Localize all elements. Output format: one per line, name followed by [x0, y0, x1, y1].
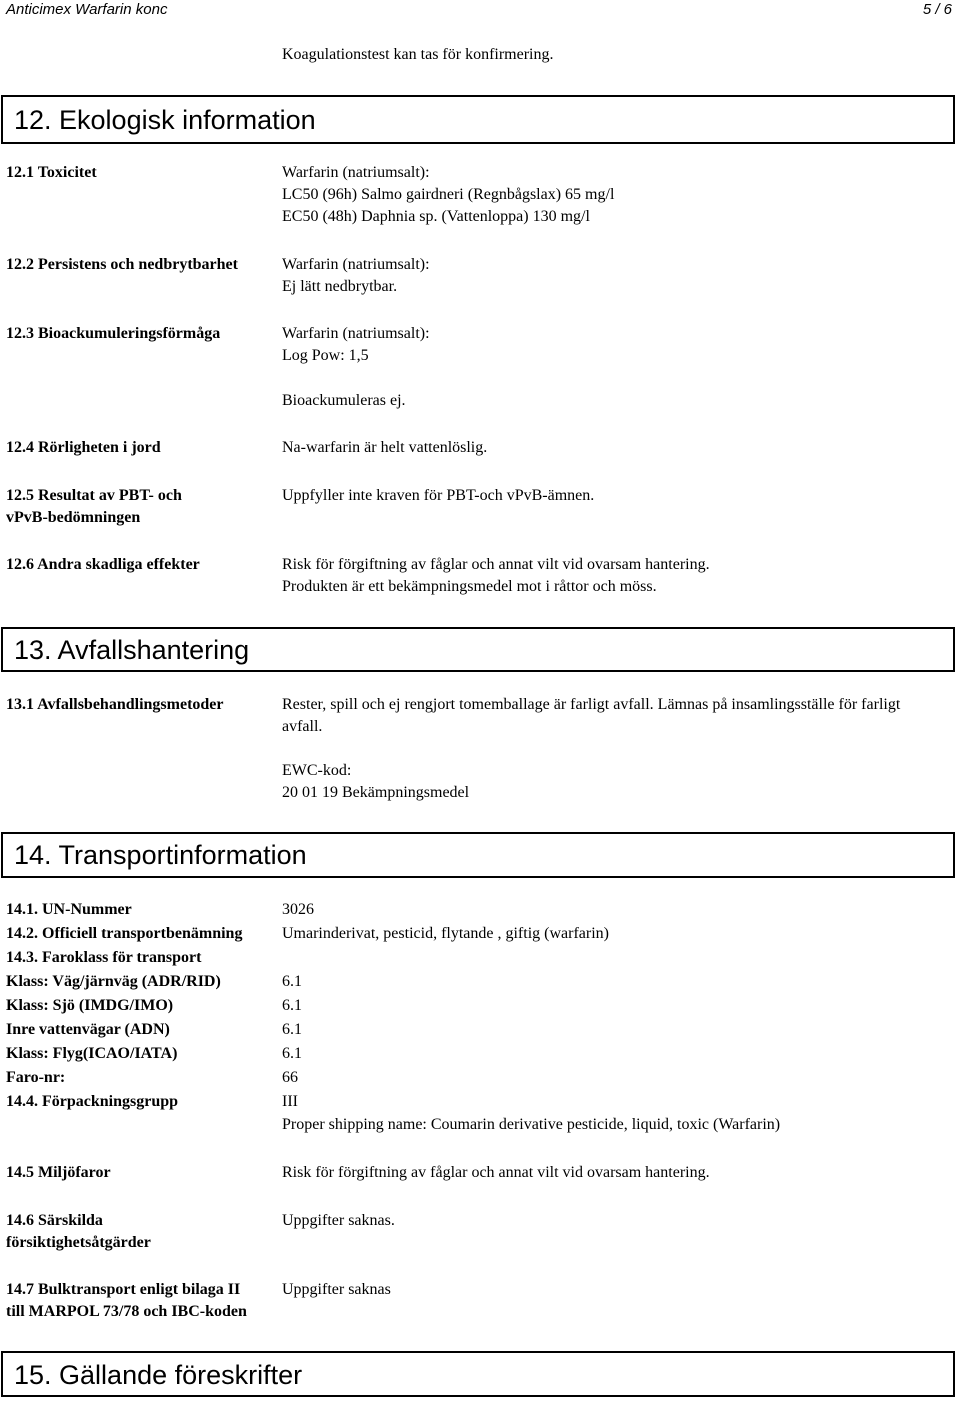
transport-name-value: Umarinderivat, pesticid, flytande , giftig (warfarin) — [282, 925, 609, 942]
air-class-label: Klass: Flyg(ICAO/IATA) — [6, 1045, 178, 1062]
hazard-number-label: Faro-nr: — [6, 1069, 66, 1086]
row-13-1-line3: EWC-kod: — [282, 762, 352, 779]
row-12-2-line2: Ej lätt nedbrytbar. — [282, 278, 398, 295]
row-12-3-line3: Bioackumuleras ej. — [282, 392, 406, 409]
sea-class-value: 6.1 — [282, 997, 302, 1014]
section-15-title: 15. Gällande föreskrifter — [14, 1360, 303, 1390]
row-12-1-line3: EC50 (48h) Daphnia sp. (Vattenloppa) 130 mg/l — [282, 208, 590, 225]
row-12-6-line1: Risk för förgiftning av fåglar och annat vilt vid ovarsam hantering. — [282, 556, 710, 573]
un-number-label: 14.1. UN-Nummer — [6, 901, 132, 918]
env-hazard-value: Risk för förgiftning av fåglar och annat vilt vid ovarsam hantering. — [282, 1164, 710, 1181]
air-class-value: 6.1 — [282, 1045, 302, 1062]
row-12-3-label: 12.3 Bioackumuleringsförmåga — [6, 325, 221, 342]
row-12-6-line2: Produkten är ett bekämpningsmedel mot i råttor och möss. — [282, 578, 657, 595]
row-12-5-label-line1: 12.5 Resultat av PBT- och — [6, 487, 182, 504]
row-13-1-line2: avfall. — [282, 718, 323, 735]
row-13-1-line4: 20 01 19 Bekämpningsmedel — [282, 784, 470, 801]
row-12-1-line2: LC50 (96h) Salmo gairdneri (Regnbågslax) 65 mg/l — [282, 186, 615, 203]
row-12-3-line1: Warfarin (natriumsalt): — [282, 325, 430, 342]
row-13-1-label: 13.1 Avfallsbehandlingsmetoder — [6, 696, 224, 713]
intro-text: Koagulationstest kan tas för konfirmering. — [282, 46, 554, 63]
special-precautions-label-line2: försiktighetsåtgärder — [6, 1234, 151, 1251]
packing-group-label: 14.4. Förpackningsgrupp — [6, 1093, 179, 1110]
transport-name-label: 14.2. Officiell transportbenämning — [6, 925, 243, 942]
row-12-1-label: 12.1 Toxicitet — [6, 164, 97, 181]
sea-class-label: Klass: Sjö (IMDG/IMO) — [6, 997, 174, 1014]
inland-class-value: 6.1 — [282, 1021, 302, 1038]
road-class-label: Klass: Väg/järnväg (ADR/RID) — [6, 973, 221, 990]
special-precautions-value: Uppgifter saknas. — [282, 1212, 395, 1229]
row-12-6-label: 12.6 Andra skadliga effekter — [6, 556, 200, 573]
row-12-3-line2: Log Pow: 1,5 — [282, 347, 369, 364]
row-12-2-label: 12.2 Persistens och nedbrytbarhet — [6, 256, 238, 273]
special-precautions-label-line1: 14.6 Särskilda — [6, 1212, 103, 1229]
hazard-class-heading: 14.3. Faroklass för transport — [6, 949, 202, 966]
section-15-heading — [1, 1351, 955, 1397]
row-12-2-line1: Warfarin (natriumsalt): — [282, 256, 430, 273]
row-12-1-line1: Warfarin (natriumsalt): — [282, 164, 430, 181]
bulk-transport-label-line1: 14.7 Bulktransport enligt bilaga II — [6, 1281, 241, 1298]
row-12-5-label-line2: vPvB-bedömningen — [6, 509, 141, 526]
section-12-title: 12. Ekologisk information — [14, 105, 316, 135]
row-12-5-line1: Uppfyller inte kraven för PBT-och vPvB-ämnen. — [282, 487, 595, 504]
section-13-title: 13. Avfallshantering — [14, 635, 250, 665]
bulk-transport-value: Uppgifter saknas — [282, 1281, 391, 1298]
hazard-number-value: 66 — [282, 1069, 298, 1086]
row-12-4-line1: Na-warfarin är helt vattenlöslig. — [282, 439, 488, 456]
inland-class-label: Inre vattenvägar (ADN) — [6, 1021, 170, 1038]
proper-shipping-name: Proper shipping name: Coumarin derivative pesticide, liquid, toxic (Warfarin) — [282, 1116, 781, 1133]
section-14-heading — [1, 832, 955, 878]
env-hazard-label: 14.5 Miljöfaror — [6, 1164, 111, 1181]
page-number: 5 / 6 — [922, 1, 952, 18]
section-13-heading — [1, 627, 955, 672]
section-14-title: 14. Transportinformation — [14, 840, 307, 870]
un-number-value: 3026 — [282, 901, 314, 918]
row-12-4-label: 12.4 Rörligheten i jord — [6, 439, 161, 456]
row-13-1-line1: Rester, spill och ej rengjort tomemballage är farligt avfall. Lämnas på insamlingsställe för farligt — [282, 696, 901, 713]
bulk-transport-label-line2: till MARPOL 73/78 och IBC-koden — [6, 1303, 247, 1320]
document-title: Anticimex Warfarin konc — [6, 1, 168, 18]
packing-group-value: III — [282, 1093, 298, 1110]
section-12-heading — [1, 95, 955, 144]
road-class-value: 6.1 — [282, 973, 302, 990]
